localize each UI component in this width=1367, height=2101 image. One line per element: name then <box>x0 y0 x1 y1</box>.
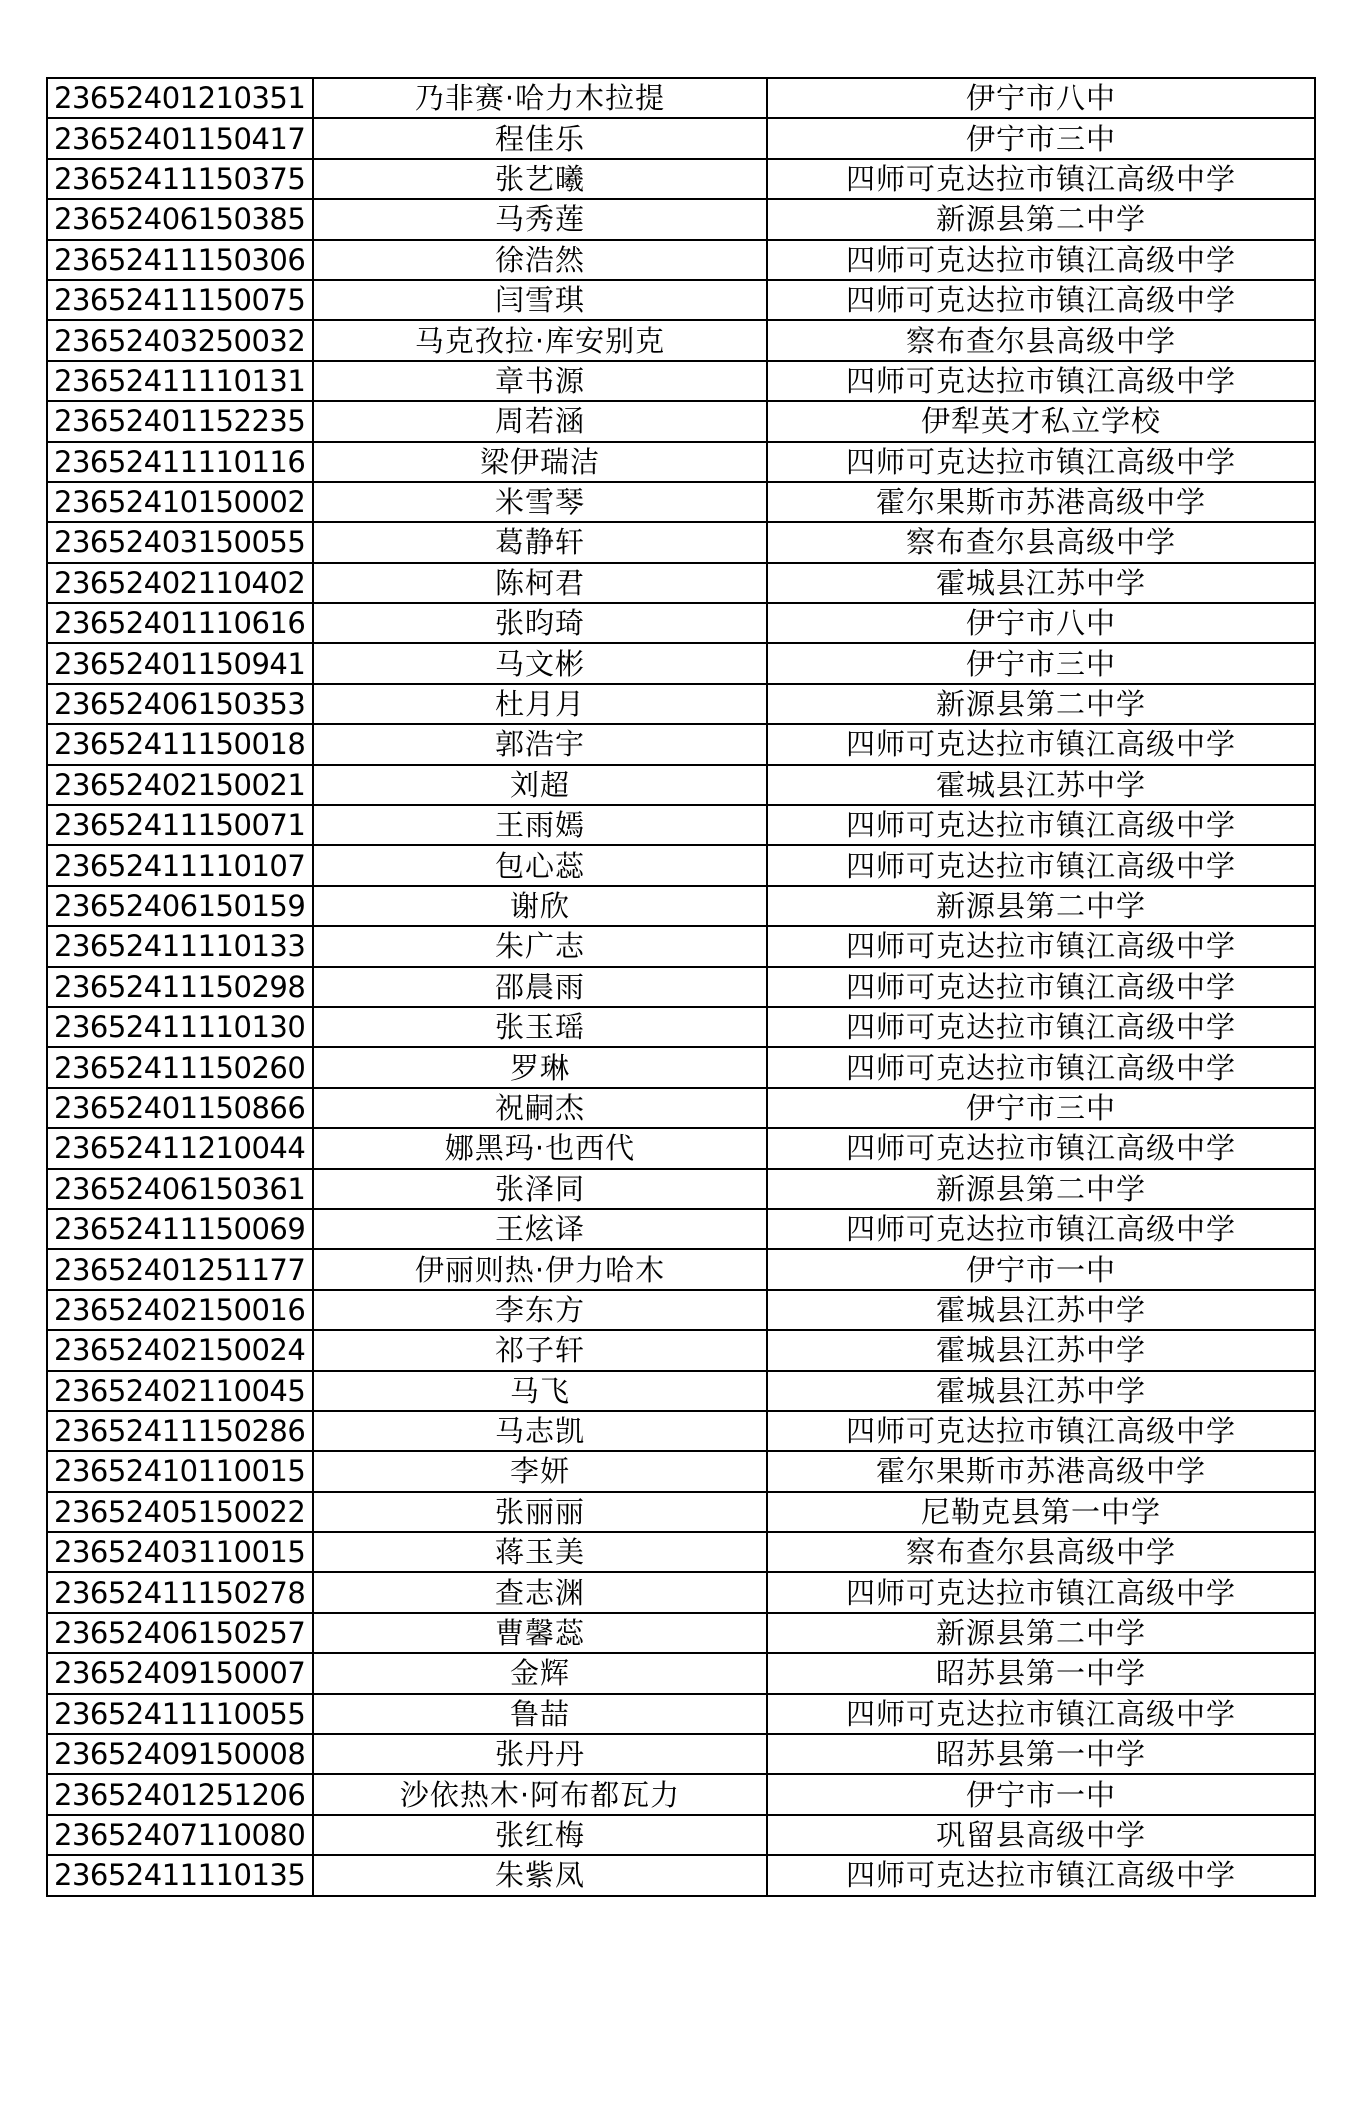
school-name-cell: 伊宁市一中 <box>767 1774 1315 1814</box>
table-row <box>47 118 1315 158</box>
school-name-cell: 四师可克达拉市镇江高级中学 <box>767 1855 1315 1895</box>
student-name-cell: 朱紫凤 <box>313 1855 767 1895</box>
student-name-cell: 王炫译 <box>313 1209 767 1249</box>
school-name-cell: 四师可克达拉市镇江高级中学 <box>767 967 1315 1007</box>
table-row <box>47 361 1315 401</box>
school-name-cell: 霍城县江苏中学 <box>767 1330 1315 1370</box>
school-name-cell: 霍城县江苏中学 <box>767 1290 1315 1330</box>
school-name-cell: 霍城县江苏中学 <box>767 1371 1315 1411</box>
student-name-cell: 程佳乐 <box>313 118 767 158</box>
school-name-cell: 四师可克达拉市镇江高级中学 <box>767 724 1315 764</box>
student-name-cell: 乃非赛·哈力木拉提 <box>313 78 767 118</box>
table-row <box>47 1249 1315 1289</box>
student-name-cell: 陈柯君 <box>313 563 767 603</box>
table-row <box>47 1572 1315 1612</box>
student-id-cell: 23652406150159 <box>47 886 313 926</box>
student-id-cell: 23652406150353 <box>47 684 313 724</box>
student-id-cell: 23652411150018 <box>47 724 313 764</box>
table-row <box>47 78 1315 118</box>
table-row <box>47 199 1315 239</box>
student-id-cell: 23652411110131 <box>47 361 313 401</box>
student-id-cell: 23652411150286 <box>47 1411 313 1451</box>
table-row <box>47 967 1315 1007</box>
table-row <box>47 1694 1315 1734</box>
student-name-cell: 周若涵 <box>313 401 767 441</box>
table-row <box>47 1774 1315 1814</box>
student-id-cell: 23652403110015 <box>47 1532 313 1572</box>
school-name-cell: 四师可克达拉市镇江高级中学 <box>767 926 1315 966</box>
student-id-cell: 23652411110055 <box>47 1694 313 1734</box>
school-name-cell: 伊犁英才私立学校 <box>767 401 1315 441</box>
student-name-cell: 王雨嫣 <box>313 805 767 845</box>
student-id-cell: 23652407110080 <box>47 1815 313 1855</box>
table-row <box>47 926 1315 966</box>
table-row <box>47 1128 1315 1168</box>
table-row <box>47 1613 1315 1653</box>
student-id-cell: 23652401210351 <box>47 78 313 118</box>
student-name-cell: 谢欣 <box>313 886 767 926</box>
student-id-cell: 23652411110133 <box>47 926 313 966</box>
student-name-cell: 张丹丹 <box>313 1734 767 1774</box>
table-row <box>47 1330 1315 1370</box>
school-name-cell: 昭苏县第一中学 <box>767 1734 1315 1774</box>
student-name-cell: 马秀莲 <box>313 199 767 239</box>
table-row <box>47 724 1315 764</box>
table-row <box>47 320 1315 360</box>
student-name-cell: 曹馨蕊 <box>313 1613 767 1653</box>
student-id-cell: 23652406150361 <box>47 1169 313 1209</box>
student-name-cell: 罗琳 <box>313 1047 767 1087</box>
student-id-cell: 23652402110045 <box>47 1371 313 1411</box>
student-name-cell: 梁伊瑞洁 <box>313 442 767 482</box>
student-id-cell: 23652411150069 <box>47 1209 313 1249</box>
school-name-cell: 霍尔果斯市苏港高级中学 <box>767 482 1315 522</box>
student-id-cell: 23652411150071 <box>47 805 313 845</box>
table-row <box>47 643 1315 683</box>
student-name-cell: 葛静轩 <box>313 522 767 562</box>
school-name-cell: 四师可克达拉市镇江高级中学 <box>767 1128 1315 1168</box>
table-row <box>47 280 1315 320</box>
student-name-cell: 鲁喆 <box>313 1694 767 1734</box>
table-row <box>47 886 1315 926</box>
student-name-cell: 祝嗣杰 <box>313 1088 767 1128</box>
student-id-cell: 23652401150417 <box>47 118 313 158</box>
student-name-cell: 徐浩然 <box>313 240 767 280</box>
student-name-cell: 杜月月 <box>313 684 767 724</box>
student-id-cell: 23652411150260 <box>47 1047 313 1087</box>
table-row <box>47 805 1315 845</box>
student-name-cell: 沙依热木·阿布都瓦力 <box>313 1774 767 1814</box>
school-name-cell: 尼勒克县第一中学 <box>767 1492 1315 1532</box>
student-name-cell: 张昀琦 <box>313 603 767 643</box>
student-id-cell: 23652411150375 <box>47 159 313 199</box>
student-id-cell: 23652401251206 <box>47 1774 313 1814</box>
student-name-cell: 张泽同 <box>313 1169 767 1209</box>
school-name-cell: 伊宁市一中 <box>767 1249 1315 1289</box>
table-row <box>47 1653 1315 1693</box>
school-name-cell: 四师可克达拉市镇江高级中学 <box>767 805 1315 845</box>
school-name-cell: 察布查尔县高级中学 <box>767 522 1315 562</box>
student-name-cell: 刘超 <box>313 765 767 805</box>
school-name-cell: 四师可克达拉市镇江高级中学 <box>767 1411 1315 1451</box>
table-row <box>47 482 1315 522</box>
student-id-cell: 23652409150007 <box>47 1653 313 1693</box>
student-id-cell: 23652402150016 <box>47 1290 313 1330</box>
table-row <box>47 1815 1315 1855</box>
student-name-cell: 娜黑玛·也西代 <box>313 1128 767 1168</box>
student-name-cell: 郭浩宇 <box>313 724 767 764</box>
school-name-cell: 四师可克达拉市镇江高级中学 <box>767 1572 1315 1612</box>
table-row <box>47 684 1315 724</box>
school-name-cell: 伊宁市三中 <box>767 643 1315 683</box>
table-row <box>47 1290 1315 1330</box>
student-id-cell: 23652402110402 <box>47 563 313 603</box>
student-name-cell: 伊丽则热·伊力哈木 <box>313 1249 767 1289</box>
student-name-cell: 查志渊 <box>313 1572 767 1612</box>
student-id-cell: 23652402150021 <box>47 765 313 805</box>
table-row <box>47 522 1315 562</box>
student-id-cell: 23652411210044 <box>47 1128 313 1168</box>
table-row <box>47 1411 1315 1451</box>
student-id-cell: 23652411110130 <box>47 1007 313 1047</box>
school-name-cell: 霍城县江苏中学 <box>767 563 1315 603</box>
school-name-cell: 四师可克达拉市镇江高级中学 <box>767 1694 1315 1734</box>
school-name-cell: 新源县第二中学 <box>767 199 1315 239</box>
table-row <box>47 1734 1315 1774</box>
student-name-cell: 朱广志 <box>313 926 767 966</box>
student-name-cell: 金辉 <box>313 1653 767 1693</box>
student-name-cell: 张红梅 <box>313 1815 767 1855</box>
student-name-cell: 米雪琴 <box>313 482 767 522</box>
school-name-cell: 四师可克达拉市镇江高级中学 <box>767 442 1315 482</box>
table-row <box>47 1451 1315 1491</box>
student-name-cell: 邵晨雨 <box>313 967 767 1007</box>
table-row <box>47 159 1315 199</box>
table-row <box>47 563 1315 603</box>
table-row <box>47 765 1315 805</box>
table-row <box>47 1492 1315 1532</box>
table-row <box>47 603 1315 643</box>
school-name-cell: 新源县第二中学 <box>767 1169 1315 1209</box>
student-id-cell: 23652403250032 <box>47 320 313 360</box>
table-row <box>47 845 1315 885</box>
school-name-cell: 新源县第二中学 <box>767 886 1315 926</box>
student-name-cell: 张玉瑶 <box>313 1007 767 1047</box>
school-name-cell: 四师可克达拉市镇江高级中学 <box>767 280 1315 320</box>
student-name-cell: 祁子轩 <box>313 1330 767 1370</box>
table-row <box>47 1532 1315 1572</box>
student-list-table <box>46 77 1316 1897</box>
student-id-cell: 23652411150306 <box>47 240 313 280</box>
student-id-cell: 23652401150941 <box>47 643 313 683</box>
student-id-cell: 23652411150298 <box>47 967 313 1007</box>
student-id-cell: 23652401251177 <box>47 1249 313 1289</box>
student-name-cell: 张艺曦 <box>313 159 767 199</box>
table-row <box>47 1209 1315 1249</box>
school-name-cell: 巩留县高级中学 <box>767 1815 1315 1855</box>
student-name-cell: 张丽丽 <box>313 1492 767 1532</box>
school-name-cell: 昭苏县第一中学 <box>767 1653 1315 1693</box>
school-name-cell: 霍城县江苏中学 <box>767 765 1315 805</box>
student-name-cell: 包心蕊 <box>313 845 767 885</box>
student-name-cell: 蒋玉美 <box>313 1532 767 1572</box>
student-name-cell: 章书源 <box>313 361 767 401</box>
school-name-cell: 四师可克达拉市镇江高级中学 <box>767 1209 1315 1249</box>
student-id-cell: 23652411150278 <box>47 1572 313 1612</box>
school-name-cell: 四师可克达拉市镇江高级中学 <box>767 361 1315 401</box>
student-id-cell: 23652411110135 <box>47 1855 313 1895</box>
school-name-cell: 四师可克达拉市镇江高级中学 <box>767 1047 1315 1087</box>
table-row <box>47 1007 1315 1047</box>
table-row <box>47 1169 1315 1209</box>
table-row <box>47 401 1315 441</box>
school-name-cell: 伊宁市八中 <box>767 78 1315 118</box>
school-name-cell: 四师可克达拉市镇江高级中学 <box>767 240 1315 280</box>
school-name-cell: 四师可克达拉市镇江高级中学 <box>767 1007 1315 1047</box>
student-name-cell: 李东方 <box>313 1290 767 1330</box>
school-name-cell: 伊宁市八中 <box>767 603 1315 643</box>
school-name-cell: 四师可克达拉市镇江高级中学 <box>767 845 1315 885</box>
student-id-cell: 23652401110616 <box>47 603 313 643</box>
table-row <box>47 1088 1315 1128</box>
student-name-cell: 马飞 <box>313 1371 767 1411</box>
student-id-cell: 23652410110015 <box>47 1451 313 1491</box>
school-name-cell: 霍尔果斯市苏港高级中学 <box>767 1451 1315 1491</box>
table-row <box>47 240 1315 280</box>
school-name-cell: 新源县第二中学 <box>767 1613 1315 1653</box>
student-name-cell: 闫雪琪 <box>313 280 767 320</box>
table-row <box>47 1371 1315 1411</box>
school-name-cell: 察布查尔县高级中学 <box>767 320 1315 360</box>
student-id-cell: 23652406150385 <box>47 199 313 239</box>
student-id-cell: 23652401150866 <box>47 1088 313 1128</box>
student-name-cell: 马志凯 <box>313 1411 767 1451</box>
school-name-cell: 新源县第二中学 <box>767 684 1315 724</box>
table-row <box>47 1855 1315 1895</box>
student-id-cell: 23652410150002 <box>47 482 313 522</box>
table-row <box>47 1047 1315 1087</box>
student-id-cell: 23652411150075 <box>47 280 313 320</box>
table-row <box>47 442 1315 482</box>
student-id-cell: 23652405150022 <box>47 1492 313 1532</box>
school-name-cell: 伊宁市三中 <box>767 118 1315 158</box>
student-name-cell: 马克孜拉·库安别克 <box>313 320 767 360</box>
student-id-cell: 23652401152235 <box>47 401 313 441</box>
student-id-cell: 23652411110116 <box>47 442 313 482</box>
school-name-cell: 察布查尔县高级中学 <box>767 1532 1315 1572</box>
student-id-cell: 23652409150008 <box>47 1734 313 1774</box>
student-id-cell: 23652402150024 <box>47 1330 313 1370</box>
student-id-cell: 23652411110107 <box>47 845 313 885</box>
student-name-cell: 马文彬 <box>313 643 767 683</box>
student-list-body <box>47 78 1315 1896</box>
school-name-cell: 伊宁市三中 <box>767 1088 1315 1128</box>
student-id-cell: 23652406150257 <box>47 1613 313 1653</box>
student-name-cell: 李妍 <box>313 1451 767 1491</box>
school-name-cell: 四师可克达拉市镇江高级中学 <box>767 159 1315 199</box>
student-id-cell: 23652403150055 <box>47 522 313 562</box>
